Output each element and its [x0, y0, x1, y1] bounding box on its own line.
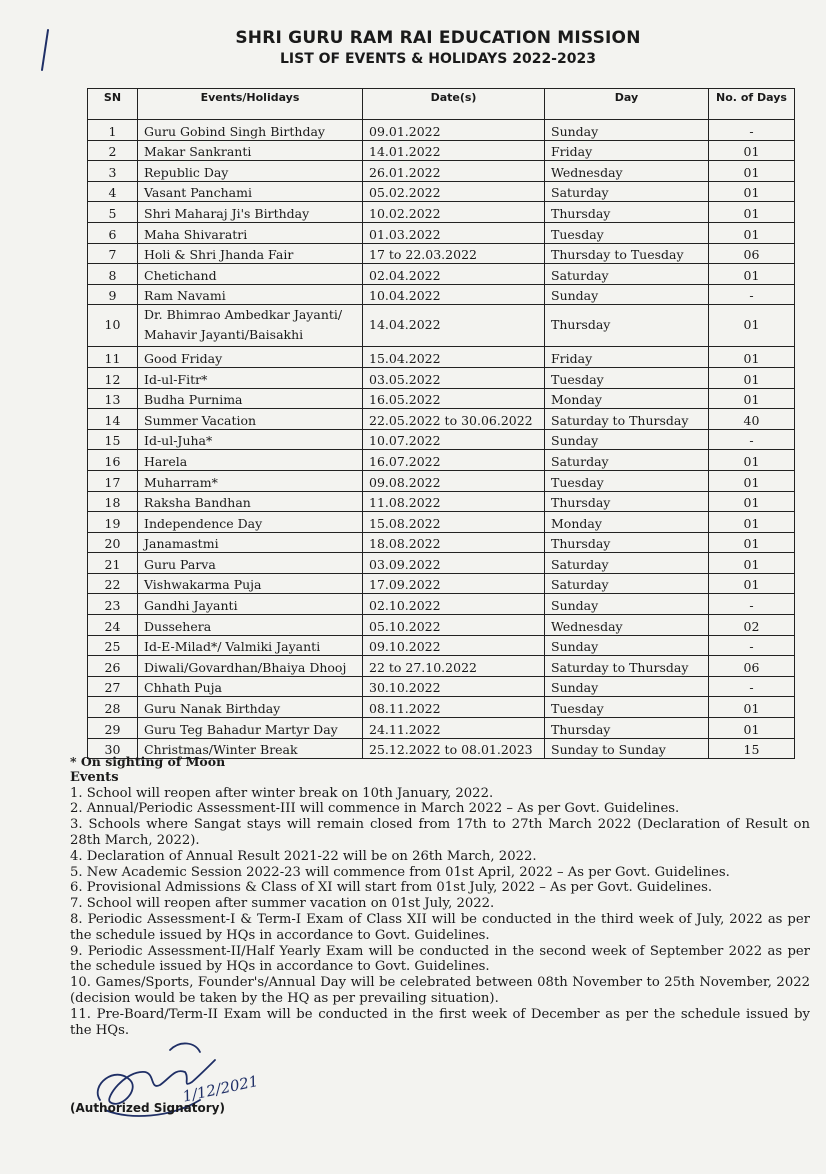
cell-sn: 29: [88, 718, 138, 739]
event-note: 1. School will reopen after winter break on 10th January, 2022.: [70, 785, 494, 801]
table-row: [88, 450, 795, 471]
cell-date: 02.10.2022: [363, 594, 545, 615]
cell-event: Raksha Bandhan: [138, 491, 363, 512]
cell-event: Gandhi Jayanti: [138, 594, 363, 615]
cell-day: Saturday to Thursday: [545, 409, 709, 430]
cell-event: Vasant Panchami: [138, 181, 363, 202]
table-row: [88, 409, 795, 430]
cell-day: Thursday: [545, 491, 709, 512]
events-holidays-table: [87, 88, 795, 759]
cell-event: Janamastmi: [138, 532, 363, 553]
cell-days: -: [709, 120, 795, 141]
cell-sn: 5: [88, 202, 138, 223]
cell-event: Good Friday: [138, 347, 363, 368]
cell-date: 24.11.2022: [363, 718, 545, 739]
table-row: [88, 161, 795, 182]
table-row: [88, 656, 795, 677]
table-row: [88, 222, 795, 243]
cell-days: 15: [709, 738, 795, 759]
cell-day: Tuesday: [545, 222, 709, 243]
event-note: 4. Declaration of Annual Result 2021-22 will be on 26th March, 2022.: [70, 848, 537, 864]
cell-event: Harela: [138, 450, 363, 471]
cell-day: Friday: [545, 140, 709, 161]
cell-days: 01: [709, 161, 795, 182]
cell-date: 22 to 27.10.2022: [363, 656, 545, 677]
event-note: 8. Periodic Assessment-I & Term-I Exam of Class XII will be conducted in the third week of July, 2022 as per the schedule issued by HQs in accordance to Govt. Guidelines.: [70, 911, 810, 943]
table-row: [88, 264, 795, 285]
cell-date: 15.08.2022: [363, 512, 545, 533]
cell-event: Republic Day: [138, 161, 363, 182]
cell-date: 25.12.2022 to 08.01.2023: [363, 738, 545, 759]
cell-sn: 30: [88, 738, 138, 759]
table-row: [88, 367, 795, 388]
cell-sn: 24: [88, 615, 138, 636]
cell-sn: 27: [88, 676, 138, 697]
cell-event: Makar Sankranti: [138, 140, 363, 161]
table-row: [88, 491, 795, 512]
cell-event: Maha Shivaratri: [138, 222, 363, 243]
header-day: Day: [545, 89, 709, 120]
table-row: [88, 594, 795, 615]
cell-days: -: [709, 635, 795, 656]
event-note: 7. School will reopen after summer vacation on 01st July, 2022.: [70, 896, 495, 912]
table-row: [88, 615, 795, 636]
cell-days: -: [709, 429, 795, 450]
cell-sn: 4: [88, 181, 138, 202]
cell-event: Chhath Puja: [138, 676, 363, 697]
event-note: 2. Annual/Periodic Assessment-III will commence in March 2022 – As per Govt. Guidelines.: [70, 801, 680, 817]
event-note: 9. Periodic Assessment-II/Half Yearly Exam will be conducted in the second week of September 2022 as per the schedule issued by HQs in accordance to Govt. Guidelines.: [70, 943, 810, 975]
table-row: [88, 243, 795, 264]
signature-date: 1/12/2021: [180, 1072, 260, 1106]
cell-date: 18.08.2022: [363, 532, 545, 553]
cell-sn: 8: [88, 264, 138, 285]
cell-days: 01: [709, 532, 795, 553]
cell-event: Summer Vacation: [138, 409, 363, 430]
cell-day: Saturday: [545, 181, 709, 202]
table-row: [88, 697, 795, 718]
table-row: [88, 202, 795, 223]
cell-day: Friday: [545, 347, 709, 368]
authorized-signatory-label: (Authorized Signatory): [70, 1101, 225, 1115]
cell-date: 14.01.2022: [363, 140, 545, 161]
cell-date: 17 to 22.03.2022: [363, 243, 545, 264]
cell-sn: 13: [88, 388, 138, 409]
cell-sn: 2: [88, 140, 138, 161]
event-note: 10. Games/Sports, Founder's/Annual Day will be celebrated between 08th November to 25th November, 2022 (decision would be taken by the HQ as per prevailing situation).: [70, 975, 810, 1006]
cell-date: 09.08.2022: [363, 470, 545, 491]
cell-event: Id-E-Milad*/ Valmiki Jayanti: [138, 635, 363, 656]
cell-event: Guru Nanak Birthday: [138, 697, 363, 718]
cell-day: Thursday: [545, 202, 709, 223]
cell-days: 01: [709, 512, 795, 533]
cell-date: 17.09.2022: [363, 573, 545, 594]
cell-event: Budha Purnima: [138, 388, 363, 409]
cell-days: 01: [709, 718, 795, 739]
table-row: [88, 553, 795, 574]
cell-sn: 21: [88, 553, 138, 574]
cell-date: 16.07.2022: [363, 450, 545, 471]
cell-day: Sunday: [545, 120, 709, 141]
cell-sn: 16: [88, 450, 138, 471]
table-row: [88, 470, 795, 491]
cell-event: Guru Gobind Singh Birthday: [138, 120, 363, 141]
cell-event: Chetichand: [138, 264, 363, 285]
cell-sn: 1: [88, 120, 138, 141]
cell-days: 01: [709, 181, 795, 202]
table-row: [88, 635, 795, 656]
cell-sn: 20: [88, 532, 138, 553]
cell-day: Thursday: [545, 532, 709, 553]
cell-date: 26.01.2022: [363, 161, 545, 182]
cell-day: Saturday: [545, 264, 709, 285]
cell-days: -: [709, 676, 795, 697]
cell-day: Monday: [545, 388, 709, 409]
table-row: [88, 676, 795, 697]
cell-day: Sunday: [545, 635, 709, 656]
document-title: SHRI GURU RAM RAI EDUCATION MISSION: [235, 28, 641, 48]
cell-days: 01: [709, 367, 795, 388]
cell-event: Dr. Bhimrao Ambedkar Jayanti/ Mahavir Jayanti/Baisakhi: [138, 305, 363, 347]
document-subtitle: LIST OF EVENTS & HOLIDAYS 2022-2023: [280, 51, 596, 67]
cell-sn: 26: [88, 656, 138, 677]
cell-sn: 12: [88, 367, 138, 388]
table-row: [88, 718, 795, 739]
event-note: 5. New Academic Session 2022-23 will commence from 01st April, 2022 – As per Govt. Guidelines.: [70, 864, 730, 880]
cell-day: Thursday to Tuesday: [545, 243, 709, 264]
cell-date: 05.10.2022: [363, 615, 545, 636]
cell-days: 01: [709, 264, 795, 285]
events-heading: Events: [70, 769, 119, 785]
cell-sn: 23: [88, 594, 138, 615]
table-row: [88, 120, 795, 141]
cell-date: 22.05.2022 to 30.06.2022: [363, 409, 545, 430]
cell-days: 01: [709, 140, 795, 161]
table-row: [88, 140, 795, 161]
cell-event: Guru Teg Bahadur Martyr Day: [138, 718, 363, 739]
cell-sn: 25: [88, 635, 138, 656]
cell-days: 01: [709, 305, 795, 347]
cell-day: Tuesday: [545, 470, 709, 491]
cell-days: -: [709, 594, 795, 615]
header-sn: SN: [88, 89, 138, 120]
cell-days: 01: [709, 222, 795, 243]
cell-sn: 14: [88, 409, 138, 430]
event-note: 3. Schools where Sangat stays will remain closed from 17th to 27th March 2022 (Declaration of Result on 28th March, 2022).: [70, 817, 810, 848]
table-body: [88, 120, 795, 759]
cell-date: 10.02.2022: [363, 202, 545, 223]
cell-sn: 3: [88, 161, 138, 182]
cell-event: Vishwakarma Puja: [138, 573, 363, 594]
header-days: No. of Days: [709, 89, 795, 120]
cell-day: Sunday to Sunday: [545, 738, 709, 759]
cell-sn: 17: [88, 470, 138, 491]
cell-day: Saturday: [545, 553, 709, 574]
table-row: [88, 284, 795, 305]
cell-event: Dussehera: [138, 615, 363, 636]
cell-days: 01: [709, 470, 795, 491]
cell-day: Thursday: [545, 305, 709, 347]
notes-list: [70, 786, 810, 1039]
header-date: Date(s): [363, 89, 545, 120]
cell-event: Muharram*: [138, 470, 363, 491]
cell-event: Holi & Shri Jhanda Fair: [138, 243, 363, 264]
table-row: [88, 429, 795, 450]
table-row: [88, 305, 795, 347]
cell-days: 01: [709, 697, 795, 718]
cell-day: Sunday: [545, 429, 709, 450]
document-header: [0, 27, 826, 69]
cell-day: Thursday: [545, 718, 709, 739]
table-row: [88, 512, 795, 533]
notes-section: [70, 754, 810, 1038]
cell-date: 30.10.2022: [363, 676, 545, 697]
cell-event: Shri Maharaj Ji's Birthday: [138, 202, 363, 223]
table-header-row: [88, 89, 795, 120]
table-row: [88, 347, 795, 368]
cell-date: 03.09.2022: [363, 553, 545, 574]
cell-days: -: [709, 284, 795, 305]
cell-days: 01: [709, 202, 795, 223]
cell-date: 09.10.2022: [363, 635, 545, 656]
cell-date: 14.04.2022: [363, 305, 545, 347]
cell-event: Diwali/Govardhan/Bhaiya Dhooj: [138, 656, 363, 677]
cell-date: 16.05.2022: [363, 388, 545, 409]
cell-days: 06: [709, 656, 795, 677]
cell-date: 10.04.2022: [363, 284, 545, 305]
cell-days: 01: [709, 573, 795, 594]
cell-sn: 7: [88, 243, 138, 264]
cell-day: Tuesday: [545, 697, 709, 718]
cell-event: Id-ul-Juha*: [138, 429, 363, 450]
cell-days: 01: [709, 450, 795, 471]
header-event: Events/Holidays: [138, 89, 363, 120]
cell-day: Sunday: [545, 284, 709, 305]
cell-day: Sunday: [545, 676, 709, 697]
table-row: [88, 388, 795, 409]
cell-days: 02: [709, 615, 795, 636]
table-row: [88, 532, 795, 553]
cell-sn: 10: [88, 305, 138, 347]
cell-date: 11.08.2022: [363, 491, 545, 512]
cell-sn: 22: [88, 573, 138, 594]
cell-day: Wednesday: [545, 161, 709, 182]
cell-days: 06: [709, 243, 795, 264]
cell-day: Sunday: [545, 594, 709, 615]
cell-day: Saturday: [545, 450, 709, 471]
cell-date: 15.04.2022: [363, 347, 545, 368]
cell-event: Ram Navami: [138, 284, 363, 305]
cell-sn: 19: [88, 512, 138, 533]
cell-sn: 28: [88, 697, 138, 718]
cell-date: 10.07.2022: [363, 429, 545, 450]
cell-date: 08.11.2022: [363, 697, 545, 718]
cell-day: Monday: [545, 512, 709, 533]
cell-sn: 6: [88, 222, 138, 243]
cell-day: Saturday: [545, 573, 709, 594]
cell-date: 05.02.2022: [363, 181, 545, 202]
cell-day: Tuesday: [545, 367, 709, 388]
cell-day: Wednesday: [545, 615, 709, 636]
cell-days: 01: [709, 347, 795, 368]
event-note: 11. Pre-Board/Term-II Exam will be conducted in the first week of December as per the schedule issued by the HQs.: [70, 1006, 810, 1038]
cell-event: Christmas/Winter Break: [138, 738, 363, 759]
cell-day: Saturday to Thursday: [545, 656, 709, 677]
cell-sn: 11: [88, 347, 138, 368]
cell-sn: 18: [88, 491, 138, 512]
cell-date: 09.01.2022: [363, 120, 545, 141]
cell-date: 03.05.2022: [363, 367, 545, 388]
cell-date: 02.04.2022: [363, 264, 545, 285]
moon-footnote: * On sighting of Moon: [70, 754, 226, 769]
cell-event: Id-ul-Fitr*: [138, 367, 363, 388]
table-row: [88, 181, 795, 202]
cell-event: Guru Parva: [138, 553, 363, 574]
cell-event: Independence Day: [138, 512, 363, 533]
cell-days: 40: [709, 409, 795, 430]
cell-days: 01: [709, 491, 795, 512]
table-row: [88, 573, 795, 594]
cell-sn: 15: [88, 429, 138, 450]
cell-days: 01: [709, 388, 795, 409]
cell-days: 01: [709, 553, 795, 574]
event-note: 6. Provisional Admissions & Class of XI will start from 01st July, 2022 – As per Govt. Guidelines.: [70, 880, 713, 896]
cell-sn: 9: [88, 284, 138, 305]
cell-date: 01.03.2022: [363, 222, 545, 243]
